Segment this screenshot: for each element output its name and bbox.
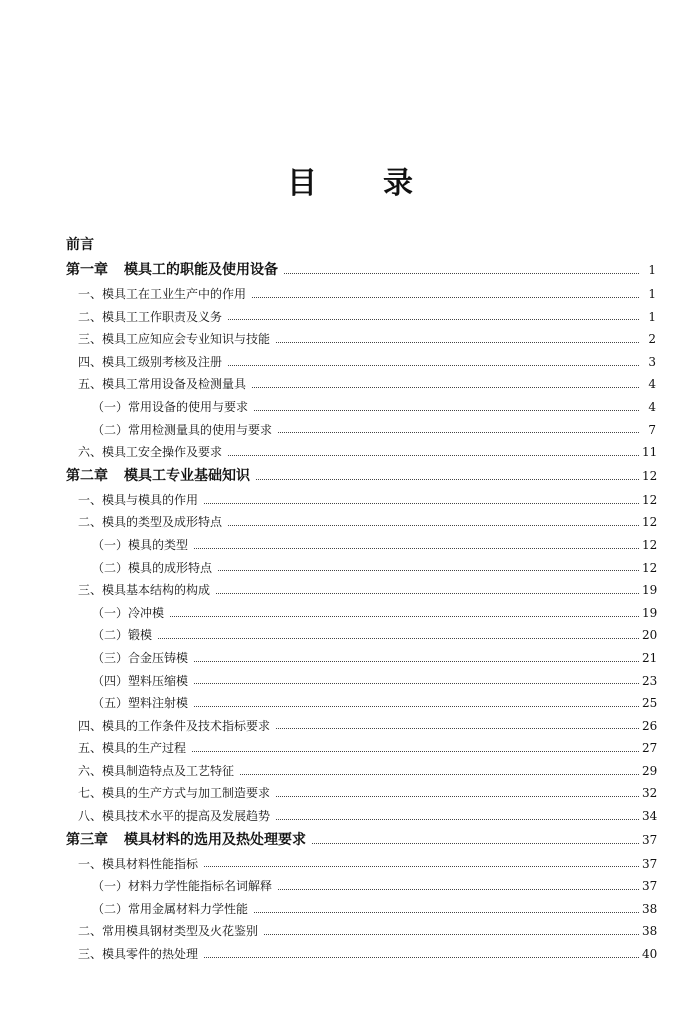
- toc-entry-number: 第一章: [66, 262, 108, 278]
- toc-dot-leader: [228, 455, 639, 456]
- toc-entry-title: 常用模具钢材类型及火花鉴别: [102, 924, 259, 939]
- toc-page-number: 25: [642, 696, 658, 711]
- toc-entry-number: （一）: [92, 879, 129, 894]
- toc-subsection[interactable]: [66, 534, 656, 557]
- toc-section[interactable]: [66, 489, 656, 512]
- toc-entry-number: 二、: [78, 309, 103, 324]
- toc-entry-number: 三、: [78, 947, 103, 962]
- toc-page-number: 20: [642, 628, 658, 643]
- toc-page-number: 40: [642, 947, 658, 962]
- toc-entry-title: 模具工专业基础知识: [124, 467, 250, 484]
- toc-entry-label: [92, 670, 188, 693]
- toc-entry-title: 塑料压缩模: [128, 673, 189, 688]
- toc-dot-leader: [276, 819, 639, 820]
- toc-page-number: 32: [642, 786, 658, 801]
- toc-dot-leader: [276, 728, 639, 729]
- toc-dot-leader: [192, 751, 639, 752]
- toc-dot-leader: [278, 432, 639, 433]
- toc-entry-title: 模具材料性能指标: [102, 856, 199, 871]
- toc-section[interactable]: [66, 805, 656, 828]
- toc-entry-number: 二、: [78, 515, 103, 530]
- toc-entry-title: 常用检测量具的使用与要求: [128, 422, 273, 437]
- toc-entry-label: [78, 511, 222, 534]
- toc-dot-leader: [216, 593, 639, 594]
- toc-dot-leader: [254, 912, 639, 913]
- toc-section[interactable]: [66, 306, 656, 329]
- toc-entry-label: [78, 943, 198, 966]
- toc-section[interactable]: [66, 943, 656, 966]
- toc-entry-label: [78, 579, 210, 602]
- toc-subsection[interactable]: [66, 419, 656, 442]
- toc-section[interactable]: [66, 283, 656, 306]
- toc-section[interactable]: [66, 511, 656, 534]
- toc-entry-title: 模具工安全操作及要求: [102, 445, 223, 460]
- toc-entry-number: 八、: [78, 809, 103, 824]
- toc-page-number: 38: [642, 924, 658, 939]
- toc-entry-number: （一）: [92, 605, 129, 620]
- toc-subsection[interactable]: [66, 692, 656, 715]
- toc-entry-number: （二）: [92, 422, 129, 437]
- toc-entry-number: 一、: [78, 856, 103, 871]
- toc-preface-label: 前言: [66, 237, 94, 253]
- toc-entry-number: （一）: [92, 537, 129, 552]
- toc-page-number: 11: [642, 445, 658, 460]
- toc-entry-number: 六、: [78, 445, 103, 460]
- toc-subsection[interactable]: [66, 624, 656, 647]
- page-title: [0, 158, 700, 202]
- toc-entry-title: 模具的生产过程: [102, 741, 187, 756]
- toc-entry-title: 锻模: [128, 628, 153, 643]
- toc-page-number: 26: [642, 718, 658, 733]
- toc-dot-leader: [276, 342, 639, 343]
- toc-entry-label: [92, 396, 248, 419]
- toc-entry-title: 模具零件的热处理: [102, 947, 199, 962]
- toc-page-number: 12: [642, 468, 658, 483]
- toc-entry-label: [78, 328, 270, 351]
- toc-entry-title: 模具材料的选用及热处理要求: [124, 831, 306, 848]
- toc-entry-label: [66, 258, 278, 283]
- toc-dot-leader: [252, 297, 639, 298]
- toc-chapter[interactable]: [66, 258, 656, 283]
- toc-entry-title: 模具的工作条件及技术指标要求: [102, 718, 271, 733]
- toc-entry-title: 模具工在工业生产中的作用: [102, 287, 247, 301]
- toc-page-number: 21: [642, 650, 658, 665]
- toc-dot-leader: [312, 843, 639, 844]
- toc-entry-label: [78, 737, 186, 760]
- toc-page-number: 37: [642, 832, 658, 847]
- toc-section[interactable]: [66, 920, 656, 943]
- toc-entry-title: 模具与模具的作用: [102, 492, 199, 507]
- toc-page-number: 4: [648, 399, 656, 414]
- toc-dot-leader: [276, 796, 639, 797]
- toc-entry-label: [78, 782, 270, 805]
- toc-section[interactable]: [66, 782, 656, 805]
- toc-subsection[interactable]: [66, 602, 656, 625]
- toc-section[interactable]: [66, 853, 656, 876]
- toc-entry-number: （三）: [92, 650, 129, 665]
- toc-entry-label: [78, 920, 258, 943]
- toc-entry-title: 模具的成形特点: [128, 560, 213, 575]
- toc-page-number: 1: [648, 263, 656, 277]
- toc-entry-number: 六、: [78, 763, 103, 778]
- toc-entry-label: [78, 306, 222, 329]
- toc-page-number: 29: [642, 763, 658, 778]
- toc-dot-leader: [204, 957, 639, 958]
- toc-entry-label: [66, 828, 306, 853]
- toc-entry-number: 三、: [78, 583, 103, 598]
- toc-entry-title: 常用设备的使用与要求: [128, 399, 249, 414]
- toc-entry-number: 五、: [78, 741, 103, 756]
- toc-dot-leader: [228, 319, 639, 320]
- toc-dot-leader: [194, 683, 639, 684]
- toc-entry-title: 冷冲模: [128, 605, 165, 620]
- toc-dot-leader: [264, 934, 639, 935]
- toc-entry-number: 第二章: [66, 467, 108, 484]
- toc-entry-title: 常用金属材料力学性能: [128, 901, 249, 916]
- toc-page-number: 1: [648, 287, 656, 301]
- toc-entry-label: [92, 602, 164, 625]
- title-char-2: 录: [383, 166, 413, 201]
- toc-section[interactable]: [66, 351, 656, 374]
- toc-entry-title: 模具工级别考核及注册: [102, 354, 223, 369]
- toc-subsection[interactable]: [66, 670, 656, 693]
- toc-entry-label: [78, 373, 246, 396]
- toc-entry-title: 模具的生产方式与加工制造要求: [102, 786, 271, 801]
- toc-section[interactable]: [66, 441, 656, 464]
- toc-entry-label: [78, 489, 198, 512]
- toc-entry-title: 模具技术水平的提高及发展趋势: [102, 809, 271, 824]
- title-char-1: 目: [287, 166, 317, 201]
- toc-page-number: 37: [642, 856, 658, 871]
- toc-page-number: 27: [642, 741, 658, 756]
- toc-entry-number: 二、: [78, 924, 103, 939]
- toc-page-number: 12: [642, 515, 658, 530]
- toc-entry-title: 材料力学性能指标名词解释: [128, 879, 273, 894]
- toc-entry-label: [66, 464, 250, 489]
- toc-entry-label: [92, 647, 188, 670]
- toc-entry-title: 模具的类型: [128, 537, 189, 552]
- toc-dot-leader: [204, 866, 639, 867]
- toc-subsection[interactable]: [66, 557, 656, 580]
- toc-page-number: 2: [648, 332, 656, 347]
- toc-subsection[interactable]: [66, 875, 656, 898]
- toc-page-number: 19: [642, 583, 658, 598]
- toc-entry-number: （五）: [92, 696, 129, 711]
- toc-entry-label: [92, 875, 272, 898]
- toc-entry-number: 四、: [78, 718, 103, 733]
- toc-chapter[interactable]: [66, 828, 656, 853]
- toc-entry-number: 一、: [78, 492, 103, 507]
- toc-entry-number: 五、: [78, 377, 103, 392]
- toc-page-number: 19: [642, 605, 658, 620]
- toc-dot-leader: [228, 525, 639, 526]
- toc-entry-number: （一）: [92, 399, 129, 414]
- toc-entry-label: [78, 715, 270, 738]
- toc-page-number: 12: [642, 560, 658, 575]
- toc-entry-title: 合金压铸模: [128, 650, 189, 665]
- toc-entry-title: 模具工工作职责及义务: [102, 309, 223, 324]
- toc-entry-number: 四、: [78, 354, 103, 369]
- toc-entry-label: [92, 898, 248, 921]
- toc-section[interactable]: [66, 579, 656, 602]
- toc-entry-number: 七、: [78, 786, 103, 801]
- toc-entry-label: [78, 351, 222, 374]
- toc-dot-leader: [256, 479, 639, 480]
- toc-entry-title: 模具工常用设备及检测量具: [102, 377, 247, 392]
- toc-page-number: 12: [642, 492, 658, 507]
- toc-dot-leader: [194, 661, 639, 662]
- toc-entry-title: 模具工应知应会专业知识与技能: [102, 332, 271, 347]
- toc-dot-leader: [194, 548, 639, 549]
- table-of-contents: [66, 233, 656, 966]
- toc-dot-leader: [204, 503, 639, 504]
- toc-subsection[interactable]: [66, 647, 656, 670]
- toc-entry-label: [78, 441, 222, 464]
- toc-entry-label: [92, 624, 152, 647]
- toc-entry-label: [92, 692, 188, 715]
- toc-dot-leader: [158, 638, 639, 639]
- toc-entry-title: 模具制造特点及工艺特征: [102, 763, 235, 778]
- toc-subsection[interactable]: [66, 898, 656, 921]
- toc-page-number: 34: [642, 809, 658, 824]
- toc-page-number: 7: [648, 422, 656, 437]
- toc-entry-number: 三、: [78, 332, 103, 347]
- toc-entry-title: 模具工的职能及使用设备: [124, 262, 278, 278]
- toc-entry-label: [92, 534, 188, 557]
- toc-page-number: 3: [648, 354, 656, 369]
- toc-dot-leader: [228, 365, 639, 366]
- toc-section[interactable]: [66, 715, 656, 738]
- toc-entry-label: [92, 557, 212, 580]
- toc-entry-number: （二）: [92, 560, 129, 575]
- toc-entry-number: 一、: [78, 287, 103, 301]
- toc-page-number: 1: [648, 309, 656, 324]
- toc-entry-title: 塑料注射模: [128, 696, 189, 711]
- toc-entry-title: 模具的类型及成形特点: [102, 515, 223, 530]
- toc-entry-label: [78, 283, 246, 306]
- toc-preface[interactable]: [66, 233, 656, 258]
- toc-entry-number: （二）: [92, 901, 129, 916]
- toc-section[interactable]: [66, 760, 656, 783]
- toc-entry-number: 第三章: [66, 831, 108, 848]
- toc-dot-leader: [284, 273, 639, 274]
- toc-dot-leader: [254, 410, 639, 411]
- toc-entry-label: [78, 853, 198, 876]
- toc-entry-label: [78, 760, 234, 783]
- toc-entry-label: [78, 805, 270, 828]
- toc-page-number: 37: [642, 879, 658, 894]
- toc-dot-leader: [252, 387, 639, 388]
- toc-dot-leader: [170, 616, 639, 617]
- toc-subsection[interactable]: [66, 396, 656, 419]
- toc-dot-leader: [278, 889, 639, 890]
- toc-chapter[interactable]: [66, 464, 656, 489]
- toc-section[interactable]: [66, 737, 656, 760]
- toc-page-number: 4: [648, 377, 656, 392]
- toc-page-number: 38: [642, 901, 658, 916]
- toc-dot-leader: [218, 570, 639, 571]
- toc-page-number: 23: [642, 673, 658, 688]
- toc-dot-leader: [194, 706, 639, 707]
- toc-entry-number: （二）: [92, 628, 129, 643]
- toc-dot-leader: [240, 774, 639, 775]
- toc-entry-number: （四）: [92, 673, 129, 688]
- toc-section[interactable]: [66, 328, 656, 351]
- toc-entry-title: 模具基本结构的构成: [102, 583, 211, 598]
- toc-entry-label: [92, 419, 272, 442]
- toc-page-number: 12: [642, 537, 658, 552]
- toc-section[interactable]: [66, 373, 656, 396]
